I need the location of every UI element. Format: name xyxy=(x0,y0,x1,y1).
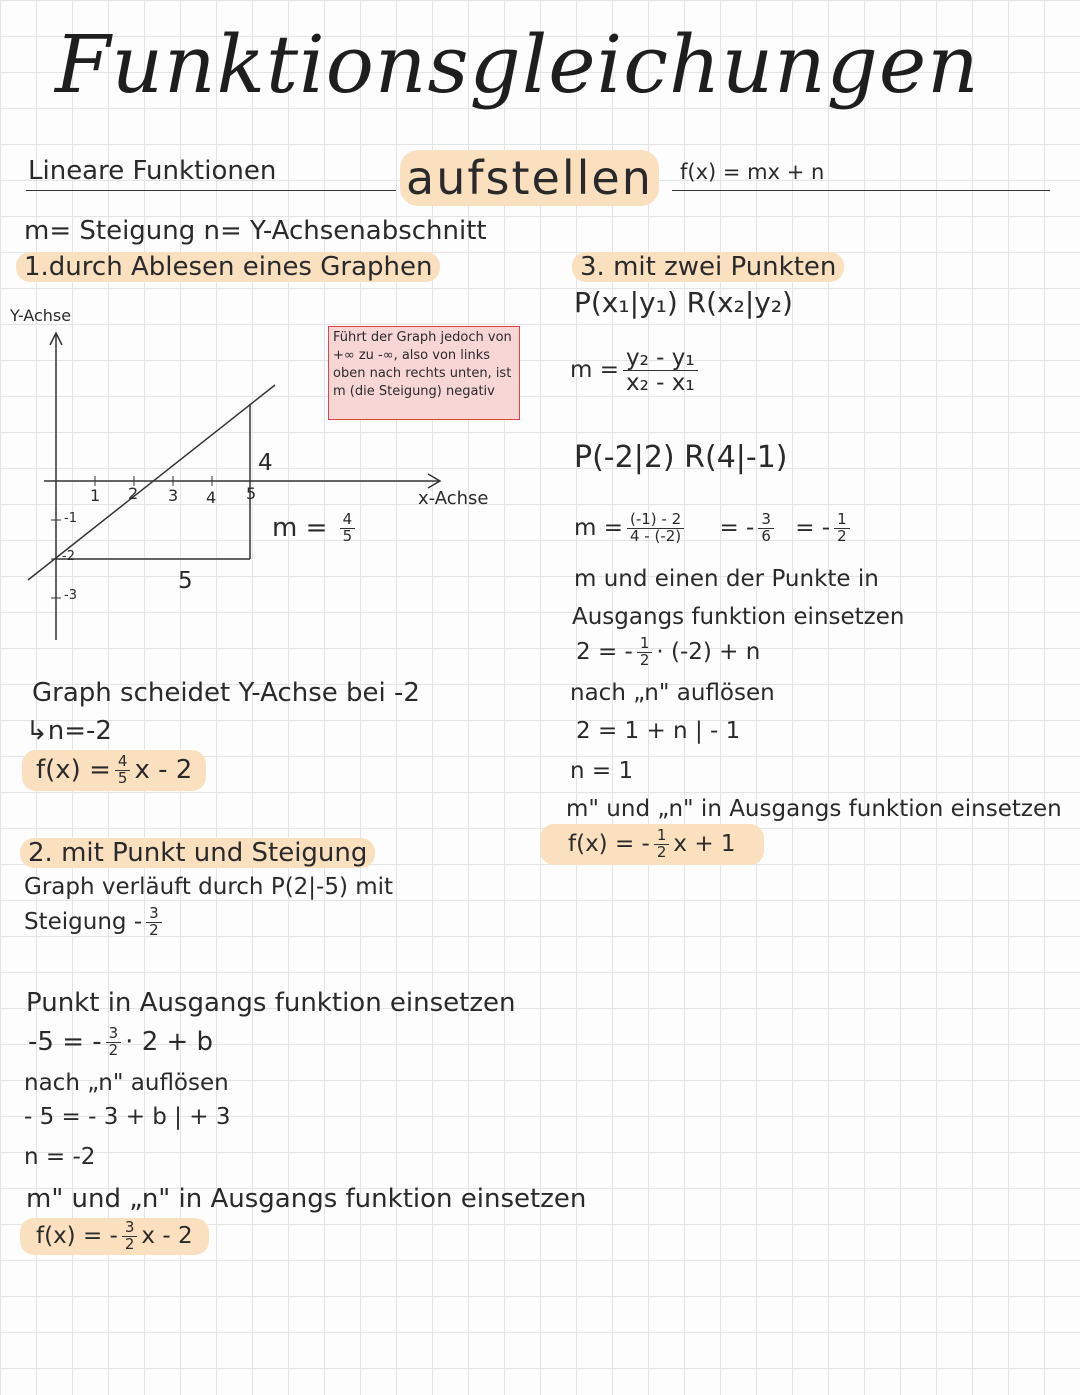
method2-eq3: n = -2 xyxy=(24,1144,96,1170)
method3-step1b: Ausgangs funktion einsetzen xyxy=(572,604,905,630)
method3-eq2: 2 = 1 + n | - 1 xyxy=(576,718,741,744)
definitions: m= Steigung n= Y-Achsenabschnitt xyxy=(24,216,487,246)
y-tick-label: -3 xyxy=(64,588,77,603)
run-label: 5 xyxy=(178,568,193,594)
slope-formula: m = $\frac{\text{y₂ - y₁}}{\text{x₂ - x₁}}$ xyxy=(570,346,702,395)
method2-step2: nach „n" auflösen xyxy=(24,1070,229,1096)
method2-step3: m" und „n" in Ausgangs funktion einsetzen xyxy=(26,1184,587,1214)
slope-calculation: m = $\frac{(-1) - 2}{4 - (-2)}$ = - $\frac{3}{6}$ = - $\frac{1}{2}$ xyxy=(574,512,854,545)
y-axis-label: Y-Achse xyxy=(10,306,72,325)
note-box: Führt der Graph jedoch von +∞ zu -∞, also von links oben nach rechts unten, ist m (die Steigung) negativ xyxy=(328,326,520,420)
method3-step2: nach „n" auflösen xyxy=(570,680,775,706)
method2-result: f(x) = - $\frac{3}{2}$ x - 2 xyxy=(20,1218,209,1255)
method3-result: f(x) = - $\frac{1}{2}$ x + 1 xyxy=(540,824,764,865)
method3-heading: 3. mit zwei Punkten xyxy=(572,252,844,282)
method2-step1: Punkt in Ausgangs funktion einsetzen xyxy=(26,988,516,1018)
x-tick-label: 5 xyxy=(246,484,257,503)
title-suffix: aufstellen xyxy=(400,150,659,206)
general-form: f(x) = mx + n xyxy=(680,160,825,184)
rise-label: 4 xyxy=(258,450,273,476)
method3-eq1: 2 = - $\frac{1}{2}$ · (-2) + n xyxy=(576,634,761,669)
method3-step1a: m und einen der Punkte in xyxy=(574,566,879,592)
method2-heading: 2. mit Punkt und Steigung xyxy=(20,838,375,868)
page-title: Funktionsgleichungen xyxy=(55,18,980,111)
x-tick-label: 1 xyxy=(90,486,101,505)
slope-value: m = $\frac{4}{5}$ xyxy=(272,512,359,545)
method3-step3: m" und „n" in Ausgangs funktion einsetzen xyxy=(566,796,1062,822)
method2-eq2: - 5 = - 3 + b | + 3 xyxy=(24,1104,231,1130)
y-tick-label: -1 xyxy=(64,511,77,526)
x-tick-label: 2 xyxy=(128,484,139,503)
method2-line1: Graph verläuft durch P(2|-5) mit xyxy=(24,874,394,900)
y-tick-label: -2 xyxy=(62,549,75,564)
method3-points-general: P(x₁|y₁) R(x₂|y₂) xyxy=(574,286,793,319)
method1-heading: 1.durch Ablesen eines Graphen xyxy=(16,252,440,282)
method1-result: f(x) = $\frac{4}{5}$ x - 2 xyxy=(22,750,206,791)
x-tick-label: 4 xyxy=(206,488,217,507)
method3-eq3: n = 1 xyxy=(570,758,634,784)
method2-line2: Steigung - $\frac{3}{2}$ xyxy=(24,906,166,939)
method3-points-example: P(-2|2) R(4|-1) xyxy=(574,440,788,475)
x-tick-label: 3 xyxy=(168,486,179,505)
method2-eq1: -5 = - $\frac{3}{2}$ · 2 + b xyxy=(28,1024,214,1059)
x-axis-label: x-Achse xyxy=(418,488,489,509)
section-header: Lineare Funktionen xyxy=(28,156,277,186)
intercept-text: Graph scheidet Y-Achse bei -2 xyxy=(32,678,420,708)
n-result: ↳n=-2 xyxy=(26,716,112,746)
